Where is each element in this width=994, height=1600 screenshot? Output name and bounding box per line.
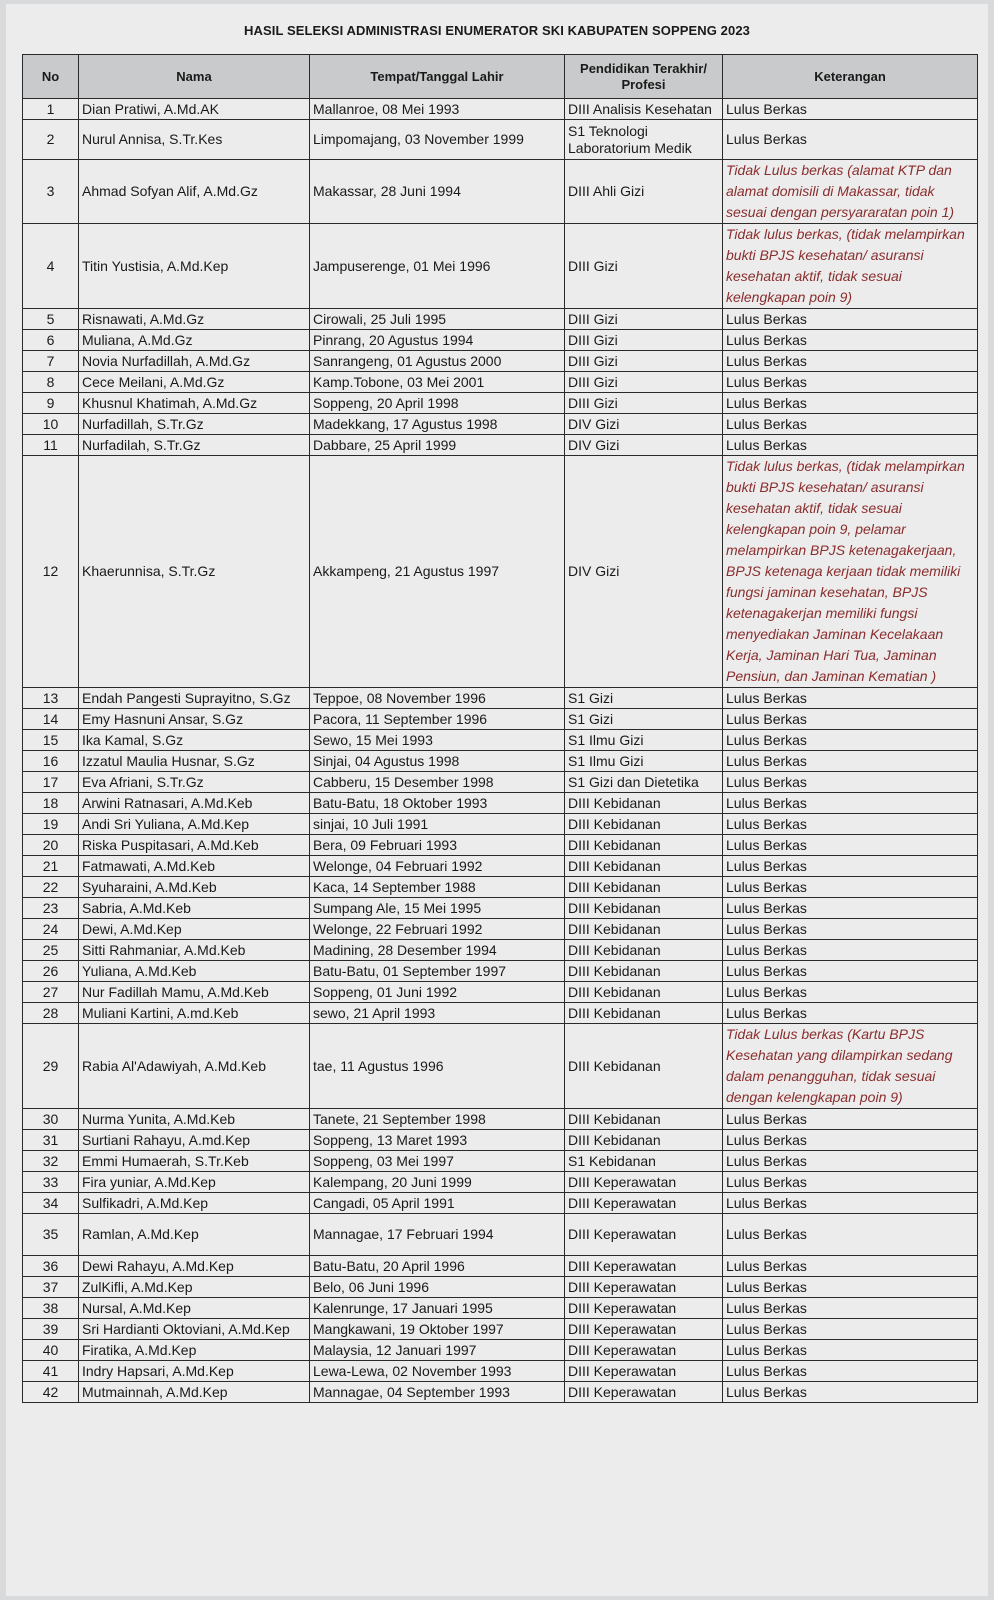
cell-ttl: Pacora, 11 September 1996: [310, 709, 565, 730]
cell-no: 14: [23, 709, 79, 730]
cell-keterangan: Lulus Berkas: [723, 772, 978, 793]
table-row: [23, 1214, 978, 1256]
cell-nama: Emmi Humaerah, S.Tr.Keb: [79, 1151, 310, 1172]
cell-pendidikan: S1 Teknologi Laboratorium Medik: [565, 120, 723, 160]
cell-ttl: Kamp.Tobone, 03 Mei 2001: [310, 372, 565, 393]
cell-keterangan: Lulus Berkas: [723, 877, 978, 898]
table-row: [23, 1277, 978, 1298]
cell-nama: Dian Pratiwi, A.Md.AK: [79, 99, 310, 120]
cell-nama: Dewi, A.Md.Kep: [79, 919, 310, 940]
cell-ttl: tae, 11 Agustus 1996: [310, 1024, 565, 1109]
cell-ttl: Cabberu, 15 Desember 1998: [310, 772, 565, 793]
table-row: [23, 435, 978, 456]
cell-no: 27: [23, 982, 79, 1003]
header-keterangan: Keterangan: [723, 55, 978, 99]
cell-keterangan: Lulus Berkas: [723, 688, 978, 709]
cell-nama: Ika Kamal, S.Gz: [79, 730, 310, 751]
table-row: [23, 393, 978, 414]
cell-ttl: Batu-Batu, 20 April 1996: [310, 1256, 565, 1277]
cell-ttl: Sumpang Ale, 15 Mei 1995: [310, 898, 565, 919]
cell-keterangan: Lulus Berkas: [723, 1319, 978, 1340]
cell-no: 19: [23, 814, 79, 835]
cell-no: 2: [23, 120, 79, 160]
table-row: [23, 160, 978, 224]
cell-keterangan: Lulus Berkas: [723, 1277, 978, 1298]
table-row: [23, 224, 978, 309]
cell-pendidikan: S1 Gizi dan Dietetika: [565, 772, 723, 793]
cell-keterangan: Lulus Berkas: [723, 751, 978, 772]
cell-pendidikan: DIII Gizi: [565, 372, 723, 393]
table-row: [23, 877, 978, 898]
cell-keterangan: Lulus Berkas: [723, 1214, 978, 1256]
cell-ttl: Soppeng, 13 Maret 1993: [310, 1130, 565, 1151]
cell-no: 37: [23, 1277, 79, 1298]
cell-nama: Dewi Rahayu, A.Md.Kep: [79, 1256, 310, 1277]
table-row: [23, 772, 978, 793]
cell-ttl: Mannagae, 04 September 1993: [310, 1382, 565, 1403]
cell-no: 3: [23, 160, 79, 224]
cell-keterangan: Lulus Berkas: [723, 1361, 978, 1382]
cell-no: 28: [23, 1003, 79, 1024]
cell-keterangan: Lulus Berkas: [723, 351, 978, 372]
cell-no: 18: [23, 793, 79, 814]
cell-no: 12: [23, 456, 79, 688]
cell-keterangan: Lulus Berkas: [723, 120, 978, 160]
cell-pendidikan: DIII Analisis Kesehatan: [565, 99, 723, 120]
cell-no: 41: [23, 1361, 79, 1382]
cell-no: 16: [23, 751, 79, 772]
cell-ttl: Batu-Batu, 18 Oktober 1993: [310, 793, 565, 814]
cell-no: 20: [23, 835, 79, 856]
cell-no: 38: [23, 1298, 79, 1319]
cell-keterangan: Lulus Berkas: [723, 309, 978, 330]
cell-nama: Syuharaini, A.Md.Keb: [79, 877, 310, 898]
cell-keterangan: Lulus Berkas: [723, 1298, 978, 1319]
cell-nama: Surtiani Rahayu, A.md.Kep: [79, 1130, 310, 1151]
cell-nama: Muliana, A.Md.Gz: [79, 330, 310, 351]
table-row: [23, 1172, 978, 1193]
cell-keterangan: Lulus Berkas: [723, 1340, 978, 1361]
cell-nama: Yuliana, A.Md.Keb: [79, 961, 310, 982]
cell-keterangan: Lulus Berkas: [723, 982, 978, 1003]
cell-nama: Andi Sri Yuliana, A.Md.Kep: [79, 814, 310, 835]
cell-keterangan: Lulus Berkas: [723, 1151, 978, 1172]
cell-pendidikan: DIII Kebidanan: [565, 877, 723, 898]
cell-nama: Nurma Yunita, A.Md.Keb: [79, 1109, 310, 1130]
cell-nama: Sri Hardianti Oktoviani, A.Md.Kep: [79, 1319, 310, 1340]
cell-no: 33: [23, 1172, 79, 1193]
cell-keterangan: Lulus Berkas: [723, 1003, 978, 1024]
table-row: [23, 414, 978, 435]
cell-no: 5: [23, 309, 79, 330]
cell-no: 8: [23, 372, 79, 393]
cell-nama: Titin Yustisia, A.Md.Kep: [79, 224, 310, 309]
cell-keterangan: Tidak lulus berkas, (tidak melampirkan bukti BPJS kesehatan/ asuransi kesehatan aktif, tidak sesuai kelengkapan poin 9, pelamar melampirkan BPJS ketenagakerjaan, BPJS ketenaga kerjaan tidak memiliki fungsi jaminan kesehatan, BPJS ketenagakerjan memiliki fungsi menyediakan Jaminan Kecelakaan Kerja, Jaminan Hari Tua, Jaminan Pensiun, dan Jaminan Kematian ): [723, 456, 978, 688]
cell-nama: Riska Puspitasari, A.Md.Keb: [79, 835, 310, 856]
cell-no: 7: [23, 351, 79, 372]
cell-nama: Fatmawati, A.Md.Keb: [79, 856, 310, 877]
table-row: [23, 1361, 978, 1382]
cell-pendidikan: DIII Gizi: [565, 330, 723, 351]
table-row: [23, 730, 978, 751]
header-ttl: Tempat/Tanggal Lahir: [310, 55, 565, 99]
cell-pendidikan: DIII Kebidanan: [565, 1109, 723, 1130]
table-row: [23, 793, 978, 814]
cell-pendidikan: DIII Kebidanan: [565, 1130, 723, 1151]
table-row: [23, 1109, 978, 1130]
cell-no: 40: [23, 1340, 79, 1361]
cell-pendidikan: DIII Kebidanan: [565, 898, 723, 919]
table-row: [23, 1340, 978, 1361]
cell-keterangan: Lulus Berkas: [723, 898, 978, 919]
header-no: No: [23, 55, 79, 99]
document-title: HASIL SELEKSI ADMINISTRASI ENUMERATOR SKI KABUPATEN SOPPENG 2023: [243, 23, 750, 38]
cell-ttl: Akkampeng, 21 Agustus 1997: [310, 456, 565, 688]
table-row: [23, 982, 978, 1003]
cell-nama: Izzatul Maulia Husnar, S.Gz: [79, 751, 310, 772]
cell-nama: Nurfadillah, S.Tr.Gz: [79, 414, 310, 435]
table-row: [23, 940, 978, 961]
cell-pendidikan: DIII Kebidanan: [565, 1003, 723, 1024]
cell-ttl: Mannagae, 17 Februari 1994: [310, 1214, 565, 1256]
cell-keterangan: Lulus Berkas: [723, 1193, 978, 1214]
cell-nama: Eva Afriani, S.Tr.Gz: [79, 772, 310, 793]
cell-nama: Sabria, A.Md.Keb: [79, 898, 310, 919]
cell-pendidikan: S1 Ilmu Gizi: [565, 751, 723, 772]
cell-pendidikan: DIII Kebidanan: [565, 1024, 723, 1109]
cell-nama: Khusnul Khatimah, A.Md.Gz: [79, 393, 310, 414]
cell-nama: Sulfikadri, A.Md.Kep: [79, 1193, 310, 1214]
table-row: [23, 961, 978, 982]
cell-pendidikan: DIII Keperawatan: [565, 1298, 723, 1319]
cell-nama: Muliani Kartini, A.md.Keb: [79, 1003, 310, 1024]
cell-ttl: Cangadi, 05 April 1991: [310, 1193, 565, 1214]
cell-keterangan: Lulus Berkas: [723, 1172, 978, 1193]
cell-ttl: Lewa-Lewa, 02 November 1993: [310, 1361, 565, 1382]
cell-no: 10: [23, 414, 79, 435]
cell-ttl: Welonge, 22 Februari 1992: [310, 919, 565, 940]
cell-pendidikan: DIII Keperawatan: [565, 1256, 723, 1277]
table-row: [23, 919, 978, 940]
cell-pendidikan: DIII Kebidanan: [565, 814, 723, 835]
cell-no: 6: [23, 330, 79, 351]
cell-ttl: Malaysia, 12 Januari 1997: [310, 1340, 565, 1361]
cell-pendidikan: DIII Keperawatan: [565, 1340, 723, 1361]
cell-nama: Fira yuniar, A.Md.Kep: [79, 1172, 310, 1193]
cell-ttl: Sinjai, 04 Agustus 1998: [310, 751, 565, 772]
cell-nama: ZulKifli, A.Md.Kep: [79, 1277, 310, 1298]
cell-pendidikan: DIV Gizi: [565, 414, 723, 435]
cell-pendidikan: DIII Keperawatan: [565, 1319, 723, 1340]
cell-no: 23: [23, 898, 79, 919]
cell-ttl: Belo, 06 Juni 1996: [310, 1277, 565, 1298]
cell-keterangan: Lulus Berkas: [723, 435, 978, 456]
cell-nama: Ahmad Sofyan Alif, A.Md.Gz: [79, 160, 310, 224]
cell-nama: Nursal, A.Md.Kep: [79, 1298, 310, 1319]
cell-keterangan: Lulus Berkas: [723, 919, 978, 940]
table-row: [23, 709, 978, 730]
cell-pendidikan: DIV Gizi: [565, 435, 723, 456]
cell-keterangan: Lulus Berkas: [723, 961, 978, 982]
cell-ttl: Jampuserenge, 01 Mei 1996: [310, 224, 565, 309]
cell-no: 1: [23, 99, 79, 120]
table-row: [23, 351, 978, 372]
cell-nama: Sitti Rahmaniar, A.Md.Keb: [79, 940, 310, 961]
cell-nama: Ramlan, A.Md.Kep: [79, 1214, 310, 1256]
table-row: [23, 1193, 978, 1214]
cell-pendidikan: DIII Gizi: [565, 309, 723, 330]
cell-pendidikan: DIII Keperawatan: [565, 1361, 723, 1382]
cell-keterangan: Tidak Lulus berkas (Kartu BPJS Kesehatan yang dilampirkan sedang dalam penangguhan, tidak sesuai dengan kelengkapan poin 9): [723, 1024, 978, 1109]
cell-no: 17: [23, 772, 79, 793]
cell-ttl: Cirowali, 25 Juli 1995: [310, 309, 565, 330]
cell-ttl: Dabbare, 25 April 1999: [310, 435, 565, 456]
cell-ttl: Teppoe, 08 November 1996: [310, 688, 565, 709]
cell-pendidikan: DIII Keperawatan: [565, 1172, 723, 1193]
cell-keterangan: Tidak Lulus berkas (alamat KTP dan alamat domisili di Makassar, tidak sesuai dengan persyararatan poin 1): [723, 160, 978, 224]
cell-ttl: Soppeng, 01 Juni 1992: [310, 982, 565, 1003]
cell-ttl: Madining, 28 Desember 1994: [310, 940, 565, 961]
cell-keterangan: Lulus Berkas: [723, 1130, 978, 1151]
cell-no: 25: [23, 940, 79, 961]
cell-keterangan: Lulus Berkas: [723, 940, 978, 961]
table-row: [23, 688, 978, 709]
table-row: [23, 814, 978, 835]
cell-no: 24: [23, 919, 79, 940]
cell-no: 42: [23, 1382, 79, 1403]
cell-pendidikan: DIII Keperawatan: [565, 1382, 723, 1403]
cell-ttl: Sanrangeng, 01 Agustus 2000: [310, 351, 565, 372]
cell-nama: Novia Nurfadillah, A.Md.Gz: [79, 351, 310, 372]
header-pendidikan: Pendidikan Terakhir/ Profesi: [565, 55, 723, 99]
table-row: [23, 1130, 978, 1151]
cell-ttl: Welonge, 04 Februari 1992: [310, 856, 565, 877]
cell-ttl: Soppeng, 20 April 1998: [310, 393, 565, 414]
table-header-row: [23, 55, 978, 99]
table-row: [23, 1151, 978, 1172]
cell-pendidikan: DIII Kebidanan: [565, 982, 723, 1003]
cell-pendidikan: S1 Gizi: [565, 709, 723, 730]
cell-pendidikan: S1 Ilmu Gizi: [565, 730, 723, 751]
cell-nama: Emy Hasnuni Ansar, S.Gz: [79, 709, 310, 730]
table-row: [23, 751, 978, 772]
results-table: [22, 54, 978, 1403]
cell-nama: Rabia Al'Adawiyah, A.Md.Keb: [79, 1024, 310, 1109]
cell-no: 34: [23, 1193, 79, 1214]
cell-nama: Firatika, A.Md.Kep: [79, 1340, 310, 1361]
cell-no: 39: [23, 1319, 79, 1340]
cell-keterangan: Lulus Berkas: [723, 414, 978, 435]
cell-ttl: Makassar, 28 Juni 1994: [310, 160, 565, 224]
cell-ttl: Bera, 09 Februari 1993: [310, 835, 565, 856]
table-row: [23, 309, 978, 330]
cell-no: 21: [23, 856, 79, 877]
cell-keterangan: Lulus Berkas: [723, 1256, 978, 1277]
cell-no: 35: [23, 1214, 79, 1256]
cell-nama: Indry Hapsari, A.Md.Kep: [79, 1361, 310, 1382]
table-row: [23, 1319, 978, 1340]
cell-pendidikan: DIII Gizi: [565, 393, 723, 414]
table-row: [23, 330, 978, 351]
cell-no: 11: [23, 435, 79, 456]
cell-pendidikan: DIV Gizi: [565, 456, 723, 688]
table-row: [23, 898, 978, 919]
cell-pendidikan: DIII Kebidanan: [565, 856, 723, 877]
cell-keterangan: Lulus Berkas: [723, 99, 978, 120]
cell-pendidikan: DIII Kebidanan: [565, 940, 723, 961]
table-row: [23, 835, 978, 856]
cell-pendidikan: DIII Kebidanan: [565, 835, 723, 856]
cell-no: 36: [23, 1256, 79, 1277]
cell-keterangan: Tidak lulus berkas, (tidak melampirkan bukti BPJS kesehatan/ asuransi kesehatan aktif, tidak sesuai kelengkapan poin 9): [723, 224, 978, 309]
cell-keterangan: Lulus Berkas: [723, 856, 978, 877]
cell-keterangan: Lulus Berkas: [723, 330, 978, 351]
cell-keterangan: Lulus Berkas: [723, 793, 978, 814]
cell-no: 4: [23, 224, 79, 309]
table-row: [23, 856, 978, 877]
table-row: [23, 1024, 978, 1109]
cell-no: 9: [23, 393, 79, 414]
cell-ttl: Pinrang, 20 Agustus 1994: [310, 330, 565, 351]
cell-nama: Cece Meilani, A.Md.Gz: [79, 372, 310, 393]
table-row: [23, 1382, 978, 1403]
cell-pendidikan: DIII Keperawatan: [565, 1277, 723, 1298]
cell-no: 31: [23, 1130, 79, 1151]
table-row: [23, 1298, 978, 1319]
cell-pendidikan: DIII Ahli Gizi: [565, 160, 723, 224]
cell-keterangan: Lulus Berkas: [723, 730, 978, 751]
table-row: [23, 456, 978, 688]
cell-ttl: Tanete, 21 September 1998: [310, 1109, 565, 1130]
cell-nama: Nurul Annisa, S.Tr.Kes: [79, 120, 310, 160]
cell-ttl: Soppeng, 03 Mei 1997: [310, 1151, 565, 1172]
table-row: [23, 372, 978, 393]
cell-ttl: Batu-Batu, 01 September 1997: [310, 961, 565, 982]
cell-no: 32: [23, 1151, 79, 1172]
cell-keterangan: Lulus Berkas: [723, 372, 978, 393]
cell-no: 26: [23, 961, 79, 982]
cell-ttl: Mangkawani, 19 Oktober 1997: [310, 1319, 565, 1340]
cell-keterangan: Lulus Berkas: [723, 1109, 978, 1130]
cell-ttl: Sewo, 15 Mei 1993: [310, 730, 565, 751]
cell-keterangan: Lulus Berkas: [723, 393, 978, 414]
cell-ttl: sewo, 21 April 1993: [310, 1003, 565, 1024]
cell-no: 15: [23, 730, 79, 751]
cell-keterangan: Lulus Berkas: [723, 709, 978, 730]
table-row: [23, 99, 978, 120]
cell-pendidikan: DIII Gizi: [565, 351, 723, 372]
cell-ttl: Kalenrunge, 17 Januari 1995: [310, 1298, 565, 1319]
table-row: [23, 1003, 978, 1024]
cell-nama: Endah Pangesti Suprayitno, S.Gz: [79, 688, 310, 709]
header-nama: Nama: [79, 55, 310, 99]
cell-nama: Arwini Ratnasari, A.Md.Keb: [79, 793, 310, 814]
cell-pendidikan: DIII Kebidanan: [565, 793, 723, 814]
cell-pendidikan: DIII Gizi: [565, 224, 723, 309]
cell-keterangan: Lulus Berkas: [723, 1382, 978, 1403]
cell-no: 29: [23, 1024, 79, 1109]
cell-no: 30: [23, 1109, 79, 1130]
cell-keterangan: Lulus Berkas: [723, 814, 978, 835]
cell-nama: Mutmainnah, A.Md.Kep: [79, 1382, 310, 1403]
cell-ttl: Madekkang, 17 Agustus 1998: [310, 414, 565, 435]
cell-nama: Khaerunnisa, S.Tr.Gz: [79, 456, 310, 688]
cell-nama: Risnawati, A.Md.Gz: [79, 309, 310, 330]
cell-pendidikan: DIII Keperawatan: [565, 1193, 723, 1214]
cell-no: 13: [23, 688, 79, 709]
cell-ttl: Mallanroe, 08 Mei 1993: [310, 99, 565, 120]
cell-ttl: Kalempang, 20 Juni 1999: [310, 1172, 565, 1193]
cell-keterangan: Lulus Berkas: [723, 835, 978, 856]
cell-pendidikan: DIII Kebidanan: [565, 919, 723, 940]
cell-pendidikan: DIII Kebidanan: [565, 961, 723, 982]
cell-ttl: sinjai, 10 Juli 1991: [310, 814, 565, 835]
cell-ttl: Kaca, 14 September 1988: [310, 877, 565, 898]
cell-ttl: Limpomajang, 03 November 1999: [310, 120, 565, 160]
document-page: [6, 4, 988, 1596]
table-row: [23, 1256, 978, 1277]
cell-pendidikan: S1 Kebidanan: [565, 1151, 723, 1172]
cell-no: 22: [23, 877, 79, 898]
cell-nama: Nurfadilah, S.Tr.Gz: [79, 435, 310, 456]
table-row: [23, 120, 978, 160]
cell-pendidikan: S1 Gizi: [565, 688, 723, 709]
cell-nama: Nur Fadillah Mamu, A.Md.Keb: [79, 982, 310, 1003]
cell-pendidikan: DIII Keperawatan: [565, 1214, 723, 1256]
